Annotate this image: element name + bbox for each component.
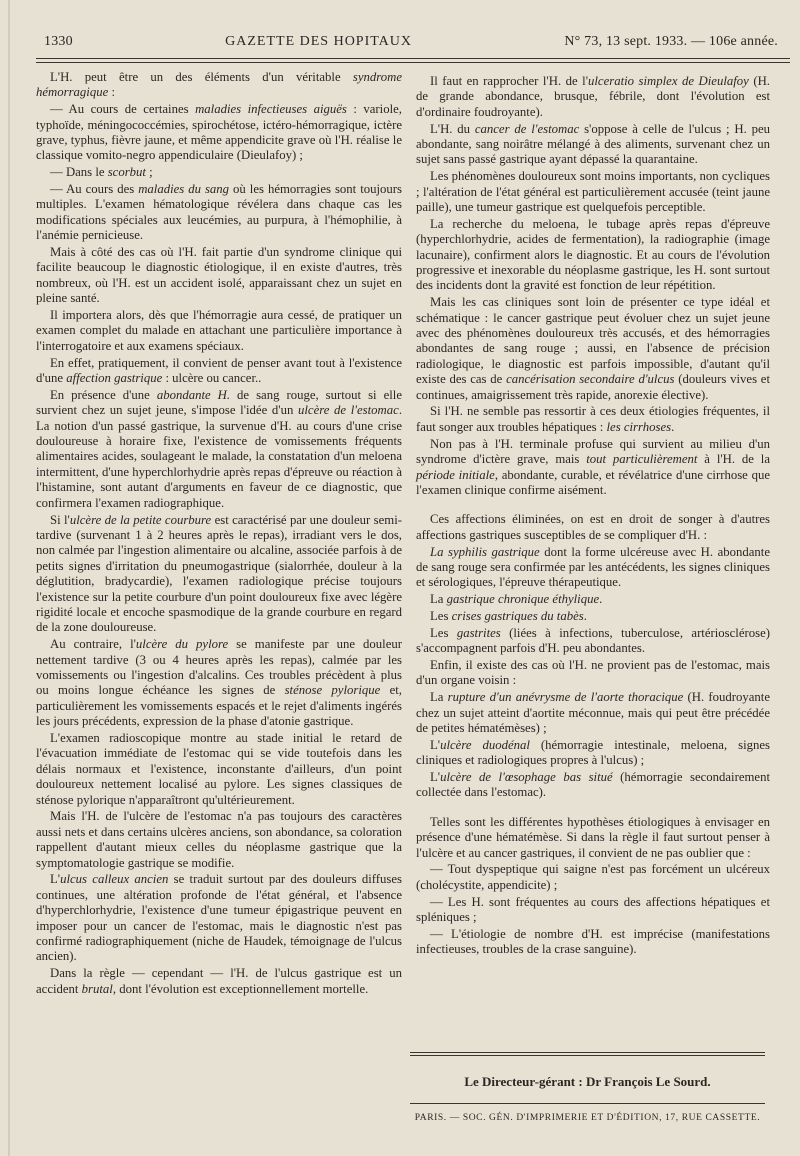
footer-rule: [410, 1052, 765, 1053]
paragraph: Mais l'H. de l'ulcère de l'estomac n'a pas toujours des caractères aussi nets et dans certains ulcères anciens, son abondance, sa coloration rappellent d'autant mieux celles du néoplasme gastrique que la symptomatologie gastrique se modifie.: [36, 809, 402, 870]
paragraph: L'ulcère de l'œsophage bas situé (hémorragie secondairement collectée dans l'estomac).: [416, 769, 770, 800]
paragraph: Les crises gastriques du tabès.: [430, 608, 587, 623]
paragraph: — Au cours de certaines maladies infectieuses aiguës : variole, typhoïde, méningococcémies, spirochétose, ictéro-hémorragique, ictère grave, typhus, fièvre jaune, et même appendicite grave où l'H. réalise le classique vomito-negro appendiculaire (Dieulafoy) ;: [36, 102, 402, 163]
paragraph: L'H. peut être un des éléments d'un véritable syndrome hémorragique :: [36, 70, 402, 100]
header-rule: [36, 58, 790, 59]
paragraph: En effet, pratiquement, il convient de penser avant tout à l'existence d'une affection gastrique : ulcère ou cancer..: [36, 355, 402, 386]
printer-imprint: PARIS. — SOC. GÉN. D'IMPRIMERIE ET D'ÉDITION, 17, RUE CASSETTE.: [414, 1113, 761, 1123]
paragraph: Mais les cas cliniques sont loin de présenter ce type idéal et schématique : le cancer gastrique peut évoluer chez un sujet jeune avec des phénomènes douloureux très accusés, et des hémorragies abondantes de sang rouge ; aussi, en l'absence de précision radiologique, le diagnostic est parfois impossible, d'autant qu'il existe des cas de cancérisation secondaire d'ulcus (douleurs vives et continues, amaigrissement très rapide, anorexie élective).: [416, 295, 770, 402]
paragraph: — Les H. sont fréquentes au cours des affections hépatiques et spléniques ;: [416, 894, 770, 924]
paragraph: Ces affections éliminées, on est en droit de songer à d'autres affections gastriques susceptibles de se compliquer d'H. :: [416, 512, 770, 542]
issue-info: N° 73, 13 sept. 1933. — 106e année.: [564, 34, 778, 49]
paragraph: — Au cours des maladies du sang où les hémorragies sont toujours multiples. L'examen hématologique révélera dans chaque cas les modifications spéciales aux leucémies, au purpura, à l'hémophilie, à l'anémie pernicieuse.: [36, 182, 402, 243]
paragraph: Enfin, il existe des cas où l'H. ne provient pas de l'estomac, mais d'un organe voisin :: [416, 657, 770, 688]
paragraph: Les phénomènes douloureux sont moins importants, non cycliques ; l'altération de l'état général est particulièrement accusée (teint jaune paille), une tumeur gastrique est quelquefois perceptible.: [416, 169, 770, 215]
paragraph: — Dans le scorbut ;: [50, 165, 153, 180]
paragraph: L'ulcère duodénal (hémorragie intestinale, meloena, signes cliniques et radiologiques propres à l'ulcus) ;: [416, 737, 770, 768]
page-edge-shadow: [8, 0, 10, 1156]
paragraph: L'H. du cancer de l'estomac s'oppose à celle de l'ulcus ; H. peu abondante, sang noirâtre mélangé à des aliments, survenant chez un sujet sans passé gastrique ayant dépassé la quarantaine.: [416, 121, 770, 167]
paragraph: — Tout dyspeptique qui saigne n'est pas forcément un ulcéreux (cholécystite, appendicite) ;: [416, 862, 770, 892]
header-rule-thin: [36, 62, 790, 63]
paragraph: Il importera alors, dès que l'hémorragie aura cessé, de pratiquer un examen complet du malade en attachant une particulière importance à l'interrogatoire et aux examens spéciaux.: [36, 308, 402, 353]
paragraph: La recherche du meloena, le tubage après repas d'épreuve (hyperchlorhydrie, acides de fermentation), la radiographie (image lacunaire), confirment alors le diagnostic. Et au cours de l'évolution progressive et inexorable du néoplasme gastrique, les H. sont surtout des incidents dont la gravité est fonction de leur répétition.: [416, 216, 770, 293]
journal-title: GAZETTE DES HOPITAUX: [225, 34, 413, 49]
paragraph: Mais à côté des cas où l'H. fait partie d'un syndrome clinique qui facilite beaucoup le diagnostic étiologique, il en existe d'autres, très nombreux, où l'H. est un accident isolé, apparaissant chez un sujet en pleine santé.: [36, 245, 402, 306]
paragraph: La rupture d'un anévrysme de l'aorte thoracique (H. foudroyante chez un sujet atteint d'aortite méconnue, mais qui peut être précédée de petites hématémèses) ;: [416, 690, 771, 735]
paragraph: Non pas à l'H. terminale profuse qui survient au milieu d'un syndrome d'ictère grave, mais tout particulièrement à l'H. de la période initiale, abondante, curable, et révélatrice d'une cirrhose que l'examen clinique confirme aisément.: [416, 436, 770, 497]
paragraph: Au contraire, l'ulcère du pylore se manifeste par une douleur nettement tardive (3 ou 4 heures après les repas), calmée par les vomissements ou l'ingestion d'alcalins. Ces troubles précèdent à plus ou moins longue échéance les signes de sténose pylorique et, particulièrement les vomissements espacés et le rejet d'aliments ingérés les jours précédents, expression de la phase d'atonie gastrique.: [36, 637, 402, 729]
paragraph: La syphilis gastrique dont la forme ulcéreuse avec H. abondante de sang rouge sera confirmée par les antécédents, les signes cliniques et sérologiques, l'épreuve thérapeutique.: [416, 544, 771, 590]
paragraph: En présence d'une abondante H. de sang rouge, surtout si elle survient chez un sujet jeune, s'impose l'idée d'un ulcère de l'estomac. La notion d'un passé gastrique, la survenue d'H. au cours d'une crise douloureuse à horaire fixe, l'existence de vomissements fréquents alimentaires acides, soulageant le malade, la constatation d'un meloena intermittent, d'une hyperchlorhydrie après repas d'épreuve ou réaction à l'histamine, sont autant d'arguments en faveur de ce diagnostic, que confirmera l'examen radiographique.: [36, 387, 402, 510]
director-signature: Le Directeur-gérant : Dr François Le Sourd.: [464, 1074, 711, 1089]
paragraph: Il faut en rapprocher l'H. de l'ulceratio simplex de Dieulafoy (H. de grande abondance, brusque, fébrile, dont l'évolution est d'ordinaire foudroyante).: [416, 74, 770, 119]
page-number: 1330: [44, 34, 73, 49]
footer-rule-thin: [410, 1055, 765, 1056]
paragraph: Si l'H. ne semble pas ressortir à ces deux étiologies fréquentes, il faut songer aux troubles hépatiques : les cirrhoses.: [416, 404, 770, 434]
paragraph: L'examen radioscopique montre au stade initial le retard de l'évacuation immédiate de l'estomac qui se vide toutefois dans les délais normaux et l'existence, inconstante d'ailleurs, d'un point douloureux nettement localisé au pylore. Les signes classiques de sténose pylorique n'apparaîtront qu'ultérieurement.: [36, 730, 402, 807]
paragraph: Si l'ulcère de la petite courbure est caractérisé par une douleur semi-tardive (survenant 1 à 2 heures après le repas), irradiant vers le dos, non calmée par l'ingestion alimentaire ou alcaline, associée parfois à de petits signes d'irritation du pneumogastrique (sialorrhée, douleur à la déglutition, bradycardie), l'examen radiologique précise toujours l'existence sur la petite courbure d'un point douloureux fixe avec légère rigidité locale et encoche spasmodique de la grande courbure en regard de la zone douloureuse.: [36, 512, 402, 635]
paragraph: Les gastrites (liées à infections, tuberculose, artériosclérose) s'accompagnent parfois d'H. peu abondantes.: [416, 625, 770, 656]
paragraph: Telles sont les différentes hypothèses étiologiques à envisager en présence d'une hématémèse. Si dans la règle il faut surtout penser à l'ulcère et au cancer gastriques, il convient de ne pas oublier que :: [416, 814, 770, 860]
printer-rule: [410, 1103, 765, 1104]
paragraph: La gastrique chronique éthylique.: [430, 592, 603, 607]
paragraph: Dans la règle — cependant — l'H. de l'ulcus gastrique est un accident brutal, dont l'évolution est exceptionnellement mortelle.: [36, 966, 402, 996]
right-column: [416, 74, 770, 959]
left-column: [36, 70, 402, 998]
page-header: [44, 34, 778, 56]
paragraph: L'ulcus calleux ancien se traduit surtout par des douleurs diffuses continues, une altération profonde de l'état général, et l'absence d'hyperchlorhydrie, l'existence d'une tumeur épigastrique peuvent en imposer pour un cancer de l'estomac, mais le diagnostic n'est pas confirmé radiographiquement (niche de Haudek, témoignage de l'ulcus ancien).: [36, 872, 402, 964]
paragraph: — L'étiologie de nombre d'H. est imprécise (manifestations infectieuses, troubles de la crase sanguine).: [416, 926, 770, 957]
